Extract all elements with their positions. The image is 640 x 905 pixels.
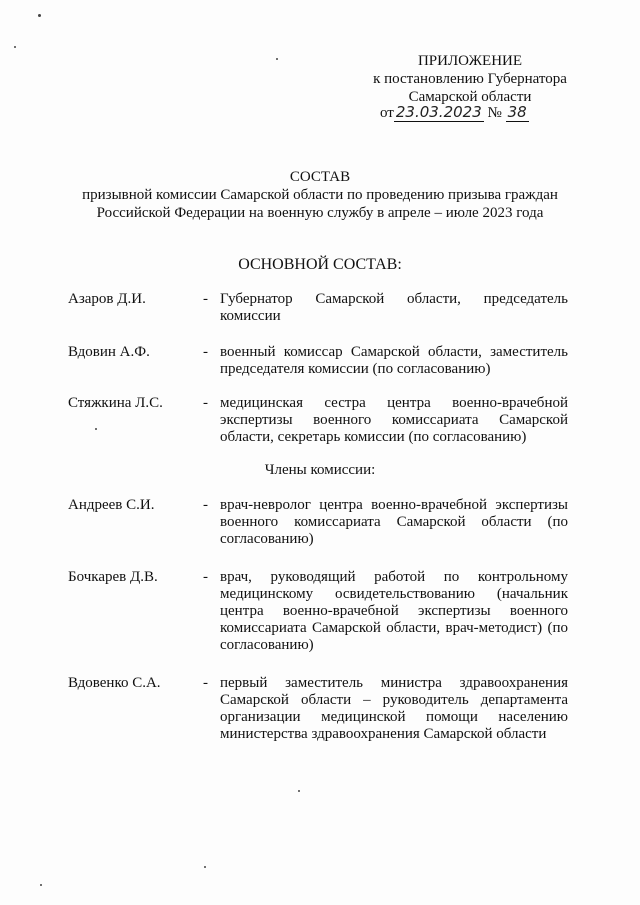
appendix-decree-line: к постановлению Губернатора (373, 71, 567, 87)
member-role: Губернатор Самарской области, председатель комиссии (220, 291, 568, 324)
member-role: военный комиссар Самарской области, заместитель председателя комиссии (по согласованию) (220, 344, 568, 377)
date-prefix: от (380, 105, 394, 121)
document-title: СОСТАВ (289, 169, 351, 185)
decree-date-line (380, 103, 529, 122)
member-dash: - (203, 395, 208, 411)
member-name: Андреев С.И. (68, 497, 155, 513)
member-dash: - (203, 497, 208, 513)
member-role: первый заместитель министра здравоохранения Самарской области – руководитель департамента организации медицинской помощи населению министерства здравоохранения Самарской области (220, 675, 568, 742)
member-role: медицинская сестра центра военно-врачебной экспертизы военного комиссариата Самарской области, секретарь комиссии (по согласованию) (220, 395, 568, 445)
document-subtitle-line1: призывной комиссии Самарской области по проведению призыва граждан (82, 187, 558, 203)
scan-speck (298, 790, 300, 792)
handwritten-number: 38 (507, 103, 527, 121)
member-name: Вдовин А.Ф. (68, 344, 150, 360)
member-name: Вдовенко С.А. (68, 675, 161, 691)
scan-speck (276, 58, 278, 60)
scan-speck (95, 428, 97, 430)
scan-speck (204, 866, 206, 868)
member-dash: - (203, 569, 208, 585)
appendix-region-line: Самарской области (408, 89, 532, 105)
members-section-title: Члены комиссии: (264, 462, 376, 478)
member-dash: - (203, 675, 208, 691)
member-name: Бочкарев Д.В. (68, 569, 158, 585)
document-subtitle-line2: Российской Федерации на военную службу в апреле – июле 2023 года (96, 205, 544, 221)
scan-speck (14, 46, 16, 48)
member-dash: - (203, 291, 208, 307)
number-prefix: № (487, 105, 502, 121)
handwritten-date: 23.03.2023 (395, 103, 482, 121)
scan-speck (40, 884, 42, 886)
member-role: врач, руководящий работой по контрольному медицинскому освидетельствованию (начальник центра военно-врачебной экспертизы военного комиссариата Самарской области, врач-методист) (по согласованию) (220, 569, 568, 653)
appendix-title: ПРИЛОЖЕНИЕ (417, 53, 523, 69)
member-role: врач-невролог центра военно-врачебной экспертизы военного комиссариата Самарской области (по согласованию) (220, 497, 568, 547)
member-dash: - (203, 344, 208, 360)
scan-speck (38, 14, 41, 17)
member-name: Стяжкина Л.С. (68, 395, 163, 411)
member-name: Азаров Д.И. (68, 291, 146, 307)
main-section-title: ОСНОВНОЙ СОСТАВ: (238, 256, 402, 273)
